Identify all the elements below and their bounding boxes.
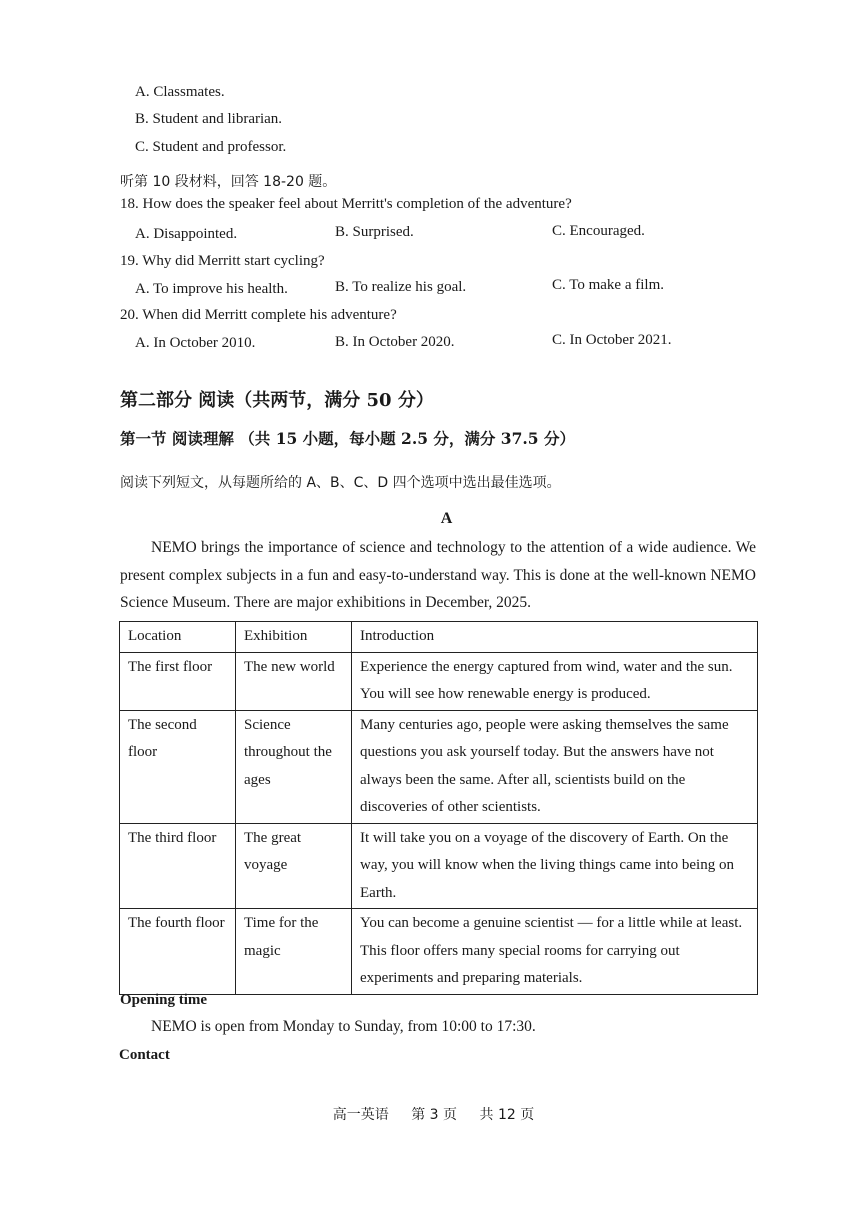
header-exhibition: Exhibition — [236, 622, 352, 653]
question-20-option-c: C. In October 2021. — [552, 332, 672, 348]
prev-option-c: C. Student and professor. — [135, 139, 287, 155]
page-footer — [0, 1104, 867, 1124]
question-18-stem: 18. How does the speaker feel about Merritt's completion of the adventure? — [120, 196, 572, 212]
table-row — [120, 823, 758, 909]
table-row — [120, 652, 758, 710]
prev-option-b: B. Student and librarian. — [135, 111, 283, 127]
row-1-exhibition: The new world — [236, 652, 352, 710]
passage-intro-text: NEMO brings the importance of science and technology to the attention of a wide audience. We present complex subjects in a fun and easy-to-understand way. This is done at the well-known NEMO Science Museum. There are major exhibitions in December, 2025. — [120, 539, 756, 611]
footer-total-pages: 共 12 页 — [479, 1107, 535, 1123]
question-19-option-a: A. To improve his health. — [135, 281, 288, 297]
section-one-heading: 第一节 阅读理解 （共 15 小题，每小题 2.5 分，满分 37.5 分） — [120, 429, 575, 448]
listening-instruction: 听第 10 段材料，回答 18-20 题。 — [120, 174, 337, 190]
question-20-option-a: A. In October 2010. — [135, 335, 256, 351]
row-3-location: The third floor — [120, 823, 236, 909]
question-18-option-a: A. Disappointed. — [135, 226, 238, 242]
passage-title: A — [440, 510, 453, 527]
row-2-exhibition: Science throughout the ages — [236, 710, 352, 823]
row-2-location: The second floor — [120, 710, 236, 823]
contact-label: Contact — [119, 1047, 170, 1063]
row-4-exhibition: Time for the magic — [236, 909, 352, 995]
row-4-introduction: You can become a genuine scientist — for a little while at least. This floor offers many special rooms for carrying out experiments and preparing materials. — [352, 909, 758, 995]
part-two-heading: 第二部分 阅读（共两节，满分 50 分） — [120, 390, 434, 411]
question-20-stem: 20. When did Merritt complete his adventure? — [120, 307, 397, 323]
question-18-option-c: C. Encouraged. — [552, 223, 645, 239]
header-location: Location — [120, 622, 236, 653]
row-3-introduction: It will take you on a voyage of the discovery of Earth. On the way, you will know when the living things came into being on Earth. — [352, 823, 758, 909]
opening-time-label: Opening time — [120, 992, 208, 1008]
table-header-row — [120, 622, 758, 653]
question-19-option-c: C. To make a film. — [552, 277, 664, 293]
question-19-option-b: B. To realize his goal. — [335, 279, 467, 295]
opening-time-text: NEMO is open from Monday to Sunday, from 10:00 to 17:30. — [151, 1018, 536, 1035]
prev-option-a: A. Classmates. — [135, 84, 225, 100]
footer-page-number: 第 3 页 — [411, 1107, 458, 1123]
exhibition-table — [119, 621, 758, 995]
row-3-exhibition: The great voyage — [236, 823, 352, 909]
question-19-stem: 19. Why did Merritt start cycling? — [120, 253, 325, 269]
row-4-location: The fourth floor — [120, 909, 236, 995]
question-20-option-b: B. In October 2020. — [335, 334, 455, 350]
header-introduction: Introduction — [352, 622, 758, 653]
row-1-introduction: Experience the energy captured from wind, water and the sun. You will see how renewable energy is produced. — [352, 652, 758, 710]
row-1-location: The first floor — [120, 652, 236, 710]
table-row — [120, 710, 758, 823]
table-row — [120, 909, 758, 995]
row-2-introduction: Many centuries ago, people were asking themselves the same questions you ask yourself today. But the answers have not always been the same. After all, scientists build on the discoveries of other scientists. — [352, 710, 758, 823]
passage-intro — [120, 534, 756, 617]
question-18-option-b: B. Surprised. — [335, 224, 414, 240]
reading-instruction: 阅读下列短文，从每题所给的 A、B、C、D 四个选项中选出最佳选项。 — [120, 475, 561, 491]
footer-subject: 高一英语 — [332, 1107, 389, 1123]
